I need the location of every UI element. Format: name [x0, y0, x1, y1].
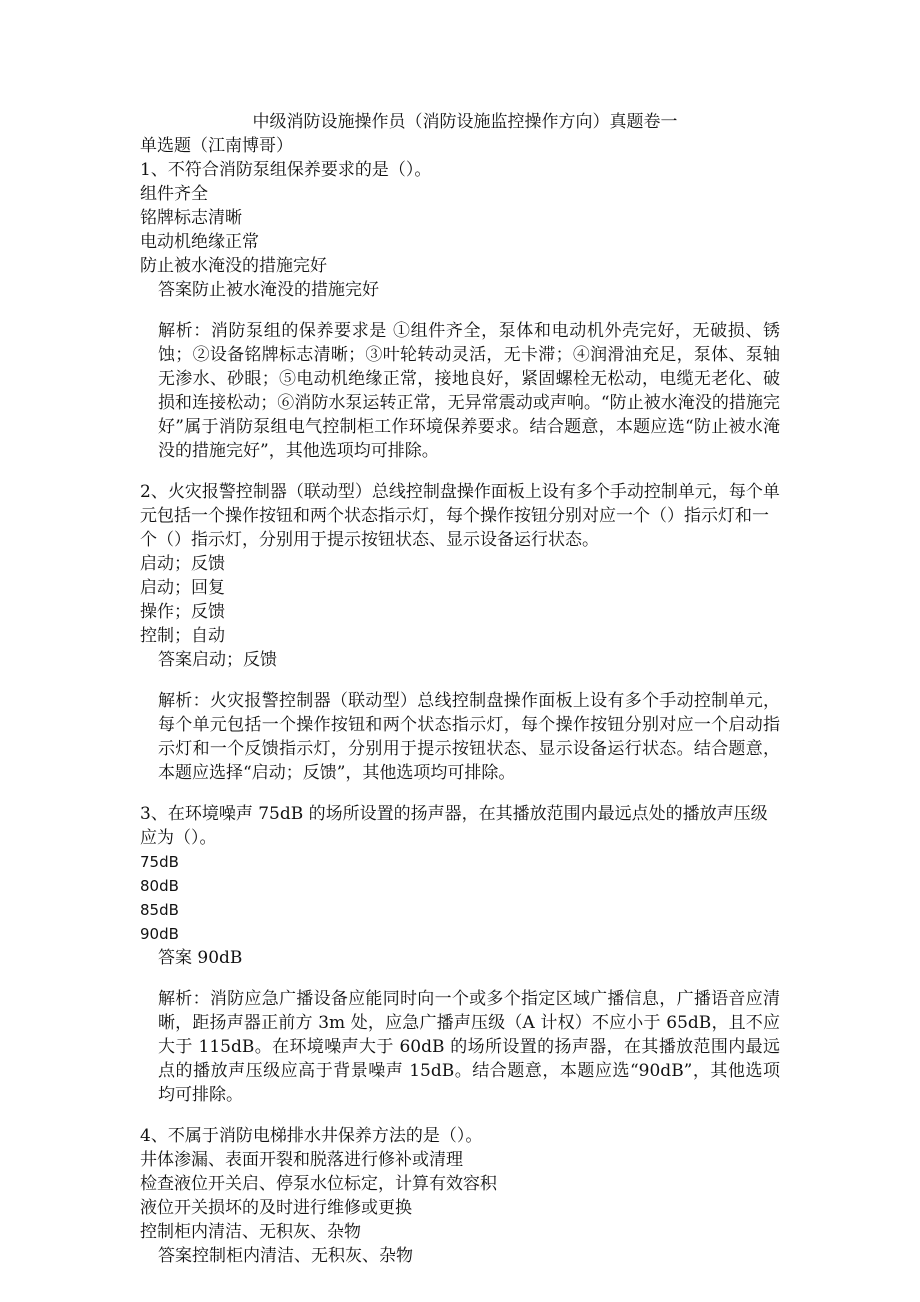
- question-stem: 3、在环境噪声 75dB 的场所设置的扬声器，在其播放范围内最远点处的播放声压级应为（）。: [140, 804, 768, 848]
- analysis-paragraph: 解析：火灾报警控制器（联动型）总线控制盘操作面板上设有多个手动控制单元，每个单元包括一个操作按钮和两个状态指示灯，每个操作按钮分别对应一个启动指示灯和一个反馈指示灯，分别用于提示按钮状态、显示设备运行状态。结合题意，本题应选择“启动；反馈”，其他选项均可排除。: [158, 691, 780, 783]
- question-stem: 2、火灾报警控制器（联动型）总线控制盘操作面板上设有多个手动控制单元，每个单元包括一个操作按钮和两个状态指示灯，每个操作按钮分别对应一个（）指示灯和一个（）指示灯，分别用于提示按钮状态、显示设备运行状态。: [140, 482, 780, 550]
- analysis-paragraph: 解析：消防泵组的保养要求是 ①组件齐全，泵体和电动机外壳完好，无破损、锈蚀；②设备铭牌标志清晰；③叶轮转动灵活，无卡滞；④润滑油充足，泵体、泵轴无渗水、砂眼；⑤电动机绝缘正常，接地良好，紧固螺栓无松动，电缆无老化、破损和连接松动；⑥消防水泵运转正常，无异常震动或声响。“防止被水淹没的措施完好”属于消防泵组电气控制柜工作环境保养要求。结合题意，本题应选“防止被水淹没的措施完好”，其他选项均可排除。: [158, 321, 780, 461]
- option-item: 85dB: [140, 901, 179, 919]
- answer-line: 答案启动；反馈: [158, 650, 277, 670]
- question-block: [140, 480, 780, 785]
- option-item: 井体渗漏、表面开裂和脱落进行修补或清理: [140, 1150, 463, 1170]
- option-item: 控制柜内清洁、无积灰、杂物: [140, 1222, 361, 1242]
- section-heading: 单选题（江南博哥）: [140, 136, 293, 156]
- option-item: 防止被水淹没的措施完好: [140, 256, 327, 276]
- question-stem: 4、不属于消防电梯排水井保养方法的是（）。: [140, 1126, 483, 1146]
- option-item: 控制；自动: [140, 626, 225, 646]
- option-item: 液位开关损坏的及时进行维修或更换: [140, 1198, 412, 1218]
- analysis-paragraph: 解析：消防应急广播设备应能同时向一个或多个指定区域广播信息，广播语音应清晰，距扬声器正前方 3m 处，应急广播声压级（A 计权）不应小于 65dB，且不应大于 115dB。在环境噪声大于 60dB 的场所设置的扬声器，在其播放范围内最远点的播放声压级应高于背景噪声 15dB。结合题意，本题应选“90dB”，其他选项均可排除。: [158, 989, 780, 1105]
- answer-line: 答案 90dB: [158, 948, 243, 968]
- answer-line: 答案控制柜内清洁、无积灰、杂物: [158, 1246, 413, 1266]
- option-item: 90dB: [140, 925, 179, 943]
- option-item: 启动；反馈: [140, 554, 225, 574]
- option-item: 组件齐全: [140, 184, 208, 204]
- question-block: [140, 802, 780, 1107]
- option-item: 铭牌标志清晰: [140, 208, 242, 228]
- question-block: [140, 1124, 780, 1268]
- option-item: 操作；反馈: [140, 602, 225, 622]
- question-block: [140, 158, 780, 463]
- answer-line: 答案防止被水淹没的措施完好: [158, 280, 379, 300]
- option-item: 75dB: [140, 853, 179, 871]
- question-stem: 1、不符合消防泵组保养要求的是（）。: [140, 160, 432, 180]
- document-title: 中级消防设施操作员（消防设施监控操作方向）真题卷一: [252, 112, 678, 132]
- option-item: 检查液位开关启、停泵水位标定，计算有效容积: [140, 1174, 497, 1194]
- option-item: 启动；回复: [140, 578, 225, 598]
- option-item: 80dB: [140, 877, 179, 895]
- option-item: 电动机绝缘正常: [140, 232, 259, 252]
